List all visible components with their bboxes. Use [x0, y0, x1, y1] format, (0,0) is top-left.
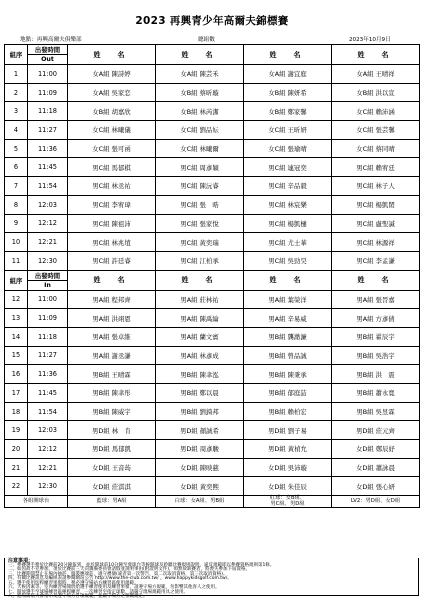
name-header: 姓 名	[244, 270, 332, 290]
group-number: 5	[5, 139, 28, 158]
notes-list	[8, 564, 415, 600]
group-number: 6	[5, 158, 28, 177]
start-time: 12:03	[28, 421, 68, 440]
player-name: 男A組 張晉嘉	[332, 290, 420, 309]
player-name: 女A組 吳家恋	[68, 83, 156, 102]
group-header: 組序	[5, 45, 28, 65]
group-number: 8	[5, 195, 28, 214]
note-item: 一、參賽選手務於比賽前20分鐘報到，並於開球前10分鐘至發球台等候開球及聆聽比賽規則說明，違反規範即以參賽資格規則第1條。	[8, 562, 275, 568]
player-name: 女C組 張瑜晴	[244, 139, 332, 158]
name-header: 姓 名	[332, 270, 420, 290]
table-row	[5, 309, 420, 328]
player-name: 男B組 郁庭喆	[244, 384, 332, 403]
player-name: 男B組 陳威宇	[68, 402, 156, 421]
player-name: 男B組 劉錡邦	[156, 402, 244, 421]
player-name: 男B組 陳聿泓	[156, 365, 244, 384]
player-name: 男C組 林源祥	[332, 233, 420, 252]
player-name: 女B組 洪以宣	[332, 83, 420, 102]
name-header: 姓 名	[68, 45, 156, 65]
group-number: 9	[5, 214, 28, 233]
player-name: 男B組 翟辰宇	[332, 327, 420, 346]
table-row	[5, 121, 420, 140]
start-time: 11:18	[28, 102, 68, 121]
date-label: 2023年10月9日	[349, 37, 391, 43]
table-row	[5, 440, 420, 459]
legend-red-line2: 男C組、男D組	[270, 500, 305, 507]
group-number: 14	[5, 327, 28, 346]
note-item: 六、天候因素等，室內練習場開放給選手練習使用及練習果嶺，請遵守場方規範，勿影響其他客人之使用。	[8, 585, 220, 591]
notes-title: 注意事項：	[8, 558, 34, 564]
table-row	[5, 65, 420, 84]
start-time: 11:54	[28, 177, 68, 196]
player-name: 男C組 尤士華	[244, 233, 332, 252]
player-name: 男C組 張 晧	[156, 195, 244, 214]
group-number: 22	[5, 477, 28, 496]
group-number: 11	[5, 251, 28, 270]
player-name: 男C組 楊凱槤	[244, 214, 332, 233]
player-name: 男D組 黃楨允	[244, 440, 332, 459]
start-time: 11:27	[28, 121, 68, 140]
group-number: 12	[5, 290, 28, 309]
group-number: 3	[5, 102, 28, 121]
player-name: 男B組 陳秉承	[244, 365, 332, 384]
legend-tee: 各組開球台	[5, 496, 68, 508]
table-row	[5, 195, 420, 214]
legend-red-tee	[244, 496, 332, 508]
player-name: 男A組 陳禹綸	[156, 309, 244, 328]
player-name: 女B組 蔡昕璇	[156, 83, 244, 102]
player-name: 女C組 林曦儀	[68, 121, 156, 140]
player-name: 女B組 鄭家馨	[244, 102, 332, 121]
table-row	[5, 177, 420, 196]
group-number: 7	[5, 177, 28, 196]
table-row	[5, 346, 420, 365]
group-number: 17	[5, 384, 28, 403]
player-name: 男C組 楊凱閎	[332, 195, 420, 214]
group-number: 13	[5, 309, 28, 328]
player-name: 男B組 曾品誠	[244, 346, 332, 365]
player-name: 男B組 吳浩宇	[332, 346, 420, 365]
player-name: 男C組 林子人	[332, 177, 420, 196]
group-number: 21	[5, 458, 28, 477]
in-header: In	[28, 280, 68, 290]
player-name: 女D組 鄭辰妤	[332, 440, 420, 459]
start-time: 12:21	[28, 233, 68, 252]
player-name: 女C組 林曦爾	[156, 139, 244, 158]
player-name: 男C組 李孟謙	[332, 251, 420, 270]
player-name: 男B組 陳聿彤	[68, 384, 156, 403]
notes-box	[4, 558, 419, 600]
player-name: 男A組 程邦齊	[68, 290, 156, 309]
table-row	[5, 251, 420, 270]
player-name: 男A組 張卓維	[68, 327, 156, 346]
start-time: 11:27	[28, 346, 68, 365]
player-name: 男C組 陳祖沛	[68, 214, 156, 233]
group-number: 1	[5, 65, 28, 84]
player-name: 男C組 林兆埴	[68, 233, 156, 252]
start-time: 11:00	[28, 290, 68, 309]
player-name: 男D組 周彥駿	[156, 440, 244, 459]
table-row	[5, 214, 420, 233]
player-name: 男B組 鄭以晨	[156, 384, 244, 403]
group-number: 2	[5, 83, 28, 102]
player-name: 男A組 蘭文賓	[156, 327, 244, 346]
player-name: 女D組 王音荺	[68, 458, 156, 477]
player-name: 男B組 龔澔濂	[244, 327, 332, 346]
player-name: 男D組 劉子易	[244, 421, 332, 440]
player-name: 男A組 方彥倩	[332, 309, 420, 328]
table-row	[5, 290, 420, 309]
group-number: 10	[5, 233, 28, 252]
player-name: 女A組 王晴祥	[332, 65, 420, 84]
player-name: 女B組 林芮潔	[156, 102, 244, 121]
player-name: 女C組 張芸馨	[332, 121, 420, 140]
group-header: 組序	[5, 270, 28, 290]
table-row	[5, 421, 420, 440]
page-title: 2023 再興青少年高爾夫錦標賽	[135, 15, 289, 27]
name-header: 姓 名	[244, 45, 332, 65]
player-name: 男D組 林 肯	[68, 421, 156, 440]
player-name: 男D組 馬郁凱	[68, 440, 156, 459]
player-name: 男C組 林宸樂	[244, 195, 332, 214]
table-row	[5, 477, 420, 496]
player-name: 女C組 張可函	[68, 139, 156, 158]
table-row	[5, 402, 420, 421]
player-name: 女A組 謝宜庭	[244, 65, 332, 84]
player-name: 女D組 莊淇淇	[68, 477, 156, 496]
player-name: 女D組 陳映慈	[156, 458, 244, 477]
player-name: 女C組 王昕妍	[244, 121, 332, 140]
start-time-header: 出發時間	[28, 270, 68, 280]
player-name: 女B組 陳妍希	[244, 83, 332, 102]
start-time: 11:18	[28, 327, 68, 346]
player-name: 女D組 張心妍	[332, 477, 420, 496]
player-name: 男C組 馬郁棋	[68, 158, 156, 177]
start-time-header: 出發時間	[28, 45, 68, 55]
player-name: 男C組 賴宥廷	[332, 158, 420, 177]
player-name: 男C組 辛品毅	[244, 177, 332, 196]
player-name: 男A組 辛易威	[244, 309, 332, 328]
start-time: 12:03	[28, 195, 68, 214]
group-number: 18	[5, 402, 28, 421]
name-header: 姓 名	[156, 270, 244, 290]
player-name: 女D組 朱佳辰	[244, 477, 332, 496]
group-number: 15	[5, 346, 28, 365]
table-row	[5, 139, 420, 158]
player-name: 女C組 蔡同晴	[332, 139, 420, 158]
start-time: 11:45	[28, 158, 68, 177]
start-time: 12:12	[28, 440, 68, 459]
table-row	[5, 384, 420, 403]
player-name: 男C組 許廷睿	[68, 251, 156, 270]
name-header: 姓 名	[156, 45, 244, 65]
player-name: 男A組 林彥成	[156, 346, 244, 365]
player-name: 男B組 賴柏宏	[244, 402, 332, 421]
start-time: 11:09	[28, 309, 68, 328]
note-item: 四、有關比賽訊息及編組表請參閱網站公告 http://www.the-club.com.tw/ ，www.happykidsgolf.com.tw/。	[8, 576, 232, 582]
group-number: 16	[5, 365, 28, 384]
table-row	[5, 158, 420, 177]
out-header: Out	[28, 55, 68, 65]
name-header: 姓 名	[68, 270, 156, 290]
player-name: 男D組 顏誠希	[156, 421, 244, 440]
start-time: 12:12	[28, 214, 68, 233]
player-name: 女D組 吳沛璇	[244, 458, 332, 477]
player-name: 男C組 周彥穎	[156, 158, 244, 177]
table-row	[5, 327, 420, 346]
start-time: 12:30	[28, 477, 68, 496]
group-number: 4	[5, 121, 28, 140]
player-name: 男A組 洪翊恩	[68, 309, 156, 328]
group-number: 19	[5, 421, 28, 440]
player-name: 男B組 吳昱霖	[332, 402, 420, 421]
player-name: 女B組 胡嘉欣	[68, 102, 156, 121]
legend-red-line1: 紅球：女B組、	[269, 495, 306, 502]
player-name: 男C組 連冠奕	[244, 158, 332, 177]
player-name: 女A組 陳芸禾	[156, 65, 244, 84]
player-name: 男B組 王晴霖	[68, 365, 156, 384]
player-name: 男B組 洪 震	[332, 365, 420, 384]
player-name: 男C組 黃奕瑞	[156, 233, 244, 252]
tee-time-table	[4, 44, 420, 508]
player-name: 女C組 劉品妘	[156, 121, 244, 140]
start-time: 12:30	[28, 251, 68, 270]
player-name: 男A組 謝丞謙	[68, 346, 156, 365]
player-name: 男C組 林丞祐	[68, 177, 156, 196]
player-name: 男B組 蕭永寬	[332, 384, 420, 403]
round-label: 總組數	[198, 37, 215, 43]
legend-lv2-tee: LV2：男D組、女D組	[332, 496, 420, 508]
note-item: 五、選手使用切桿練習果嶺時，務必遵守場站方練習區使用規範。	[8, 580, 139, 586]
player-name: 男A組 葉榮洋	[244, 290, 332, 309]
start-time: 11:00	[28, 65, 68, 84]
name-header: 姓 名	[332, 45, 420, 65]
player-name: 女D組 黃奕熙	[156, 477, 244, 496]
start-time: 11:36	[28, 365, 68, 384]
venue-label: 地點：再興高爾夫俱樂部	[20, 37, 82, 43]
player-name: 女C組 賴沛涵	[332, 102, 420, 121]
table-row	[5, 458, 420, 477]
player-name: 男A組 莊林祐	[156, 290, 244, 309]
table-row	[5, 102, 420, 121]
player-name: 男C組 張家悅	[156, 214, 244, 233]
player-name: 男C組 江柏承	[156, 251, 244, 270]
player-name: 男C組 盧聖諴	[332, 214, 420, 233]
note-item: 七、開放選手至球場練習區揮桿練習，一次練習至指定球數，請嚴守現場規範用具之使用。	[8, 589, 188, 595]
start-time: 11:54	[28, 402, 68, 421]
table-row	[5, 233, 420, 252]
player-name: 男D組 莊元齊	[332, 421, 420, 440]
note-item: 八、進場需依大會指示及遵守場方各項規範，並嚴守場方之相關規定。	[8, 594, 148, 600]
note-item: 三、比賽期間禁止在場內抽菸，服裝應端莊，適守禮儀(違者第一次警告，第二次取消資格，第三次取消資格)。	[8, 571, 228, 577]
legend-black-tee: 藍球：男A組	[68, 496, 156, 508]
player-name: 女D組 蕭詠晨	[332, 458, 420, 477]
start-time: 11:36	[28, 139, 68, 158]
player-name: 女A組 陳詩婷	[68, 65, 156, 84]
start-time: 11:09	[28, 83, 68, 102]
legend-white-tee: 白球：女A組、男B組	[156, 496, 244, 508]
table-row	[5, 365, 420, 384]
note-item: 二、如因故不克參加，須於比賽前三天向籌備委員會請假並說明事由(附證明文件)，如無故缺賽者，將喪失參加下屆資格。	[8, 567, 251, 573]
start-time: 12:21	[28, 458, 68, 477]
group-number: 20	[5, 440, 28, 459]
table-row	[5, 83, 420, 102]
player-name: 男C組 李宥瑋	[68, 195, 156, 214]
player-name: 男C組 吳勁昊	[244, 251, 332, 270]
player-name: 男C組 陳沅睿	[156, 177, 244, 196]
start-time: 11:45	[28, 384, 68, 403]
